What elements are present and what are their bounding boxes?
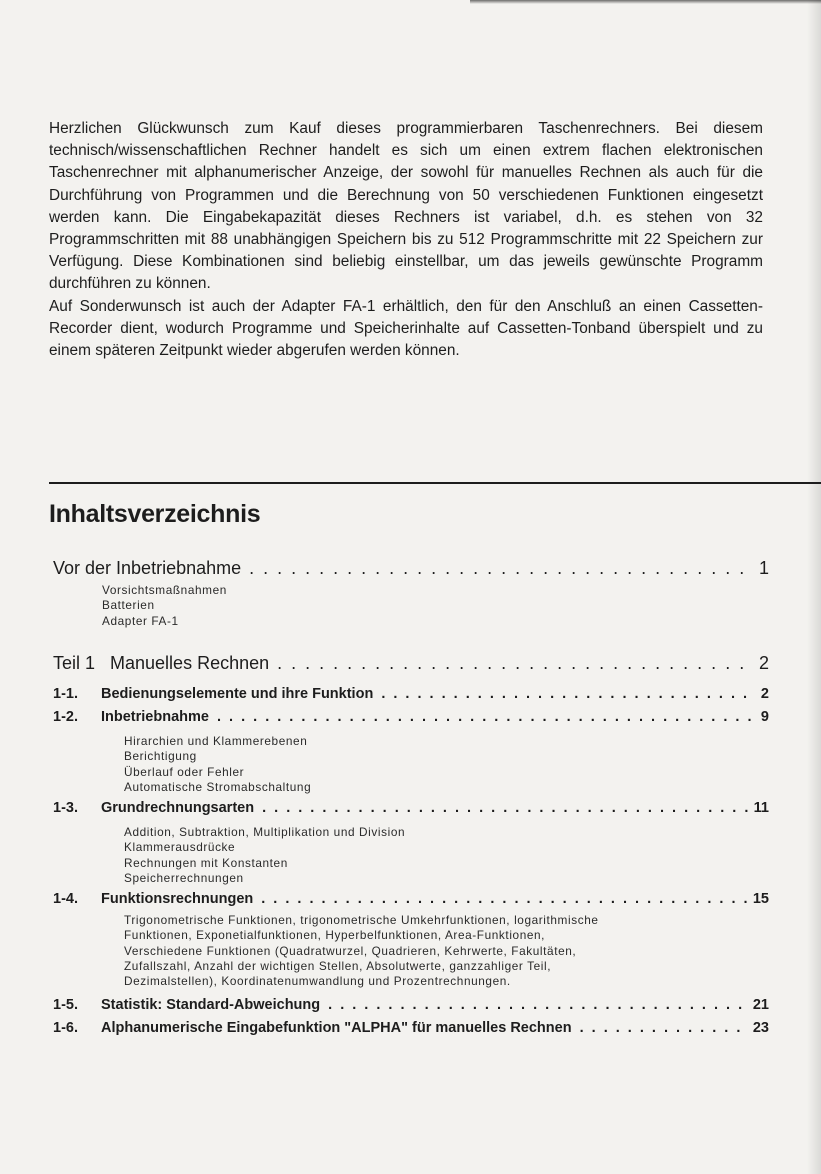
toc-entry-number: 1-6. — [53, 1020, 78, 1036]
toc-subitems-1-2 — [124, 734, 311, 795]
toc-entry-title: Bedienungselemente und ihre Funktion — [101, 686, 374, 702]
dot-leader — [261, 891, 747, 907]
toc-entry-title: Statistik: Standard-Abweichung — [101, 997, 321, 1013]
toc-subitem: Adapter FA-1 — [102, 613, 179, 628]
toc-subitem: Trigonometrische Funktionen, trigonometrische Umkehrfunktionen, logarithmische — [124, 913, 599, 927]
toc-subitem: Zufallszahl, Anzahl der wichtigen Stellen, Absolutwerte, ganzzahliger Teil, — [124, 958, 552, 973]
toc-entry-page: 21 — [752, 997, 769, 1013]
toc-entry-page: 2 — [758, 653, 769, 673]
dot-leader — [381, 686, 755, 702]
dot-leader — [249, 558, 753, 579]
toc-subitem: Klammerausdrücke — [124, 840, 236, 855]
toc-entry-1-2[interactable] — [53, 709, 769, 731]
toc-entry-1-4[interactable] — [53, 891, 769, 913]
toc-subitems-1-4 — [124, 913, 599, 989]
toc-subitem: Berichtigung — [124, 749, 197, 764]
toc-entry-number: 1-3. — [53, 800, 78, 816]
intro-paragraph-2: Auf Sonderwunsch ist auch der Adapter FA-1 erhältlich, den für den Anschluß an einen Cassetten-Recorder dient, wodurch Programme und Speicherinhalte auf Cassetten-Tonband überspielt und zu einem späteren Zeitpunkt wieder abgerufen werden können. — [49, 297, 763, 360]
toc-entry-1-3[interactable] — [53, 800, 769, 822]
toc-subitems-preparation — [102, 583, 227, 629]
toc-entry-preparation[interactable] — [53, 558, 769, 580]
dot-leader — [217, 709, 755, 725]
toc-subitem: Verschiedene Funktionen (Quadratwurzel, Quadrieren, Kehrwerte, Fakultäten, — [124, 943, 577, 958]
intro-paragraph-1: Herzlichen Glückwunsch zum Kauf dieses programmierbaren Taschenrechners. Bei diesem technisch/wissenschaftlichen Rechner handelt es sich um einen extrem flachen elektronischen Taschenrechner mit alphanumerischer Anzeige, der sowohl für manuelles Rechnen als auch für die Durchführung von Programmen und die Berechnung von 50 verschiedenen Funktionen eingesetzt werden kann. Die Eingabekapazität dieses Rechners ist variabel, d.h. es stehen von 32 Programmschritten mit 88 unabhängigen Speichern bis zu 512 Programmschritte mit 22 Speichern zur Verfügung. Diese Kombinationen sind beliebig einstellbar, um das jeweils gewünschte Programm durchführen zu können. — [49, 120, 763, 293]
toc-entry-1-6[interactable] — [53, 1020, 769, 1042]
dot-leader — [262, 800, 748, 816]
toc-subitem: Funktionen, Exponetialfunktionen, Hyperbelfunktionen, Area-Funktionen, — [124, 928, 546, 943]
toc-entry-title: Inbetriebnahme — [101, 709, 209, 725]
toc-heading: Inhaltsverzeichnis — [49, 500, 261, 528]
toc-subitem: Dezimalstellen), Koordinatenumwandlung und Prozentrechnungen. — [124, 974, 511, 989]
toc-entry-title: Teil 1 Manuelles Rechnen — [53, 653, 270, 673]
toc-entry-page: 15 — [752, 891, 769, 907]
dot-leader — [277, 653, 753, 674]
dot-leader — [328, 997, 747, 1013]
toc-subitem: Überlauf oder Fehler — [124, 764, 245, 779]
toc-entry-page: 2 — [760, 686, 769, 702]
toc-subitem: Addition, Subtraktion, Multiplikation und Division — [124, 825, 406, 839]
dot-leader — [580, 1020, 747, 1036]
toc-subitem: Speicherrechnungen — [124, 870, 244, 885]
toc-entry-1-5[interactable] — [53, 997, 769, 1019]
toc-subitem: Batterien — [102, 598, 155, 613]
toc-entry-part-1[interactable] — [53, 653, 769, 675]
toc-entry-page: 23 — [752, 1020, 769, 1036]
toc-entry-number: 1-1. — [53, 686, 78, 702]
toc-subitem: Vorsichtsmaßnahmen — [102, 583, 227, 597]
toc-entry-page: 9 — [760, 709, 769, 725]
toc-entry-title: Alphanumerische Eingabefunktion "ALPHA" für manuelles Rechnen — [101, 1020, 572, 1036]
toc-entry-title: Grundrechnungsarten — [101, 800, 255, 816]
toc-entry-number: 1-5. — [53, 997, 78, 1013]
toc-entry-title: Funktionsrechnungen — [101, 891, 254, 907]
toc-subitem: Rechnungen mit Konstanten — [124, 855, 288, 870]
toc-entry-number: 1-2. — [53, 709, 78, 725]
toc-entry-number: 1-4. — [53, 891, 78, 907]
toc-entry-page: 1 — [758, 558, 769, 578]
toc-entry-page: 11 — [753, 800, 769, 816]
toc-subitems-1-3 — [124, 825, 405, 886]
toc-subitem: Hirarchien und Klammerebenen — [124, 734, 308, 748]
toc-subitem: Automatische Stromabschaltung — [124, 779, 312, 794]
toc-entry-title: Vor der Inbetriebnahme — [53, 558, 242, 578]
toc-entry-1-1[interactable] — [53, 686, 769, 708]
